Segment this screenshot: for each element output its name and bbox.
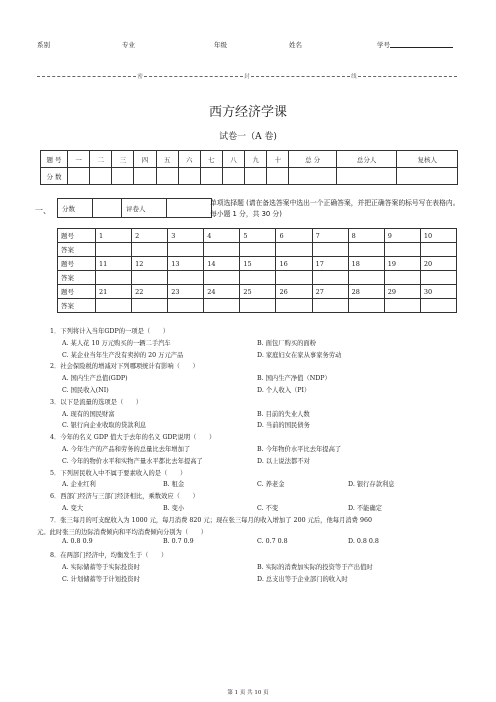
question-option: B. 0.7 0.9 [163, 538, 194, 546]
question-option: A. 企业红利 [62, 481, 96, 489]
question-number-cell: 14 [204, 257, 240, 271]
answer-input-cell[interactable] [348, 243, 384, 257]
answer-input-cell[interactable] [204, 271, 240, 285]
question-number-cell: 4 [204, 229, 240, 243]
question-number-cell: 11 [96, 257, 132, 271]
answer-table-number-row [58, 257, 457, 271]
answer-input-cell[interactable] [168, 299, 204, 313]
question-number-cell: 22 [132, 285, 168, 299]
score-header-cell: 二 [90, 151, 112, 168]
question-option: D. 总支出等于企业部门的收入时 [257, 575, 348, 583]
question-number-cell: 20 [420, 257, 456, 271]
score-row-label: 分 数 [41, 168, 68, 185]
question-option: C. 0.7 0.8 [257, 538, 288, 546]
score-header-cell: 一 [68, 151, 90, 168]
grader-name-label: 评卷人 [122, 199, 167, 218]
score-input-cell[interactable] [90, 168, 112, 185]
field-grade: 年级 [214, 41, 227, 49]
question-option: A. 现有的国民财富 [62, 410, 115, 418]
answer-input-cell[interactable] [312, 299, 348, 313]
question-option: B. 目前的失业人数 [257, 410, 310, 418]
score-header-cell: 三 [112, 151, 134, 168]
question-number-cell: 12 [132, 257, 168, 271]
question-option: B. 国内生产净值（NDP） [257, 375, 331, 383]
question-stem: 8．在两部门经济中，均衡发生于（ ） [50, 552, 168, 560]
cut-mark-2: 封 [244, 74, 250, 80]
question-option: C. 不变 [257, 505, 279, 512]
answer-input-cell[interactable] [132, 299, 168, 313]
question-option: B. 实际的消费加实际的投资等于产出值时 [257, 564, 373, 571]
question-number-cell: 25 [240, 285, 276, 299]
question-number-cell: 26 [276, 285, 312, 299]
score-header-cell: 八 [222, 151, 244, 168]
cut-mark-1: 密 [137, 74, 143, 80]
answer-input-cell[interactable] [276, 271, 312, 285]
question-number-cell: 29 [384, 285, 420, 299]
score-input-cell[interactable] [134, 168, 156, 185]
exam-subtitle: 试卷一（A 卷) [219, 132, 277, 142]
question-stem: 1．下列将计入当年GDP的一项是（ ） [50, 328, 170, 335]
answer-table [57, 228, 457, 313]
page-footer: 第 1 页 共 10 页 [227, 690, 269, 696]
question-stem: 3．以下是流量的选项是（ ） [50, 398, 143, 406]
exam-title: 西方经济学课 [208, 105, 287, 120]
question-number-cell: 23 [168, 285, 204, 299]
answer-input-cell[interactable] [204, 243, 240, 257]
score-table-header-row [41, 151, 458, 168]
question-stem: 7．张三每月的可支配收入为 1000 元，每月消费 820 元；现在张三每月的收入增加了 200 元后，他每月消费 960 [50, 516, 372, 524]
question-number-cell: 1 [96, 229, 132, 243]
question-stem: 4．今年的名义 GDP 值大于去年的名义 GDP,说明（ ） [50, 434, 216, 442]
question-number-cell: 28 [348, 285, 384, 299]
answer-input-cell[interactable] [168, 243, 204, 257]
grader-score-cell[interactable] [93, 199, 122, 218]
question-option: B. 今年物价水平比去年提高了 [257, 446, 342, 453]
seal-cut-line [37, 72, 457, 80]
question-number-cell: 18 [348, 257, 384, 271]
question-number-cell: 30 [420, 285, 456, 299]
score-header-cell: 五 [156, 151, 178, 168]
score-input-cell[interactable] [68, 168, 90, 185]
section-label: 一、 [35, 206, 51, 215]
question-number-cell: 13 [168, 257, 204, 271]
grader-name-cell[interactable] [167, 199, 212, 218]
question-option: C. 银行向企业收取的贷款利息 [62, 422, 147, 430]
question-number-cell: 8 [348, 229, 384, 243]
score-table [40, 150, 458, 185]
field-department: 系别 [37, 41, 50, 49]
question-option: D. 0.8 0.8 [348, 538, 379, 546]
answer-row-label: 答案 [58, 271, 96, 285]
question-stem-continued: 元。此时张三的边际消费倾向和平均消费倾向分别为（ ） [37, 528, 208, 536]
question-number-cell: 7 [312, 229, 348, 243]
question-option: C. 今年的物价水平和实物产量水平都比去年提高了 [62, 457, 203, 465]
score-input-cell[interactable] [336, 168, 397, 185]
field-major: 专业 [122, 41, 135, 49]
answer-input-cell[interactable] [276, 299, 312, 313]
question-number-cell: 10 [420, 229, 456, 243]
question-option: A. 实际储蓄等于实际投资时 [62, 564, 140, 571]
question-number-cell: 9 [384, 229, 420, 243]
question-number-cell: 2 [132, 229, 168, 243]
answer-table-number-row [58, 285, 457, 299]
question-number-cell: 15 [240, 257, 276, 271]
score-input-cell[interactable] [156, 168, 178, 185]
cut-mark-3: 线 [351, 74, 357, 80]
score-header-cell: 十 [267, 151, 289, 168]
answer-row-label: 答案 [58, 299, 96, 313]
question-number-cell: 27 [312, 285, 348, 299]
score-header-cell: 总分人 [336, 151, 397, 168]
answer-input-cell[interactable] [96, 243, 132, 257]
question-number-cell: 19 [384, 257, 420, 271]
question-option: B. 变小 [163, 505, 185, 512]
score-header-cell: 总 分 [289, 151, 336, 168]
student-id-underline [390, 47, 453, 48]
answer-input-cell[interactable] [348, 271, 384, 285]
question-option: A. 变大 [62, 505, 84, 512]
answer-input-cell[interactable] [276, 243, 312, 257]
answer-table-answer-row [58, 299, 457, 313]
section-instructions: 单项选择题 (请在备选答案中选出一个正确答案，并把正确答案的标号写在表格内。每小题 1 分，共 30 分) [210, 199, 460, 218]
score-input-cell[interactable] [267, 168, 289, 185]
answer-input-cell[interactable] [96, 271, 132, 285]
question-number-cell: 17 [312, 257, 348, 271]
question-option: A. 今年生产的产品和劳务的总量比去年增加了 [62, 446, 191, 453]
question-stem: 6．西部门经济与三部门经济相比，乘数效应（ ） [50, 493, 199, 501]
answer-input-cell[interactable] [132, 243, 168, 257]
answer-table-number-row [58, 229, 457, 243]
question-stem: 5．下列居民收入中不属于要素收入的是（ ） [50, 469, 187, 477]
score-header-cell: 九 [245, 151, 267, 168]
answer-table-answer-row [58, 271, 457, 285]
answer-input-cell[interactable] [312, 243, 348, 257]
score-table-score-row [41, 168, 458, 185]
question-option: A. 国内生产总值(GDP) [62, 375, 128, 383]
answer-table-answer-row [58, 243, 457, 257]
grader-score-label: 分数 [58, 199, 93, 218]
score-input-cell[interactable] [289, 168, 336, 185]
question-option: D. 以上说法都不对 [257, 457, 310, 465]
section-grader-table [57, 198, 212, 218]
field-name: 姓名 [289, 41, 302, 49]
score-header-cell: 复核人 [397, 151, 458, 168]
answer-input-cell[interactable] [132, 271, 168, 285]
question-stem: 2．社会保险税的增减对下列哪项统计有影响（ ） [50, 363, 199, 371]
answer-input-cell[interactable] [384, 243, 420, 257]
score-input-cell[interactable] [112, 168, 134, 185]
answer-input-cell[interactable] [204, 299, 240, 313]
score-input-cell[interactable] [222, 168, 244, 185]
question-number-cell: 6 [276, 229, 312, 243]
question-option: C. 计划储蓄等于计划投资时 [62, 575, 140, 583]
question-number-cell: 16 [276, 257, 312, 271]
question-number-cell: 5 [240, 229, 276, 243]
question-option: A. 某人花 10 万元购买的一辆二手汽车 [62, 339, 171, 347]
field-student-id: 学号 [377, 41, 390, 49]
score-header-cell: 四 [134, 151, 156, 168]
score-input-cell[interactable] [397, 168, 458, 185]
question-option: D. 个人收入（PI） [257, 387, 311, 394]
score-input-cell[interactable] [200, 168, 222, 185]
answer-input-cell[interactable] [348, 299, 384, 313]
question-option: D. 当前的国民债务 [257, 422, 310, 430]
question-number-cell: 24 [204, 285, 240, 299]
answer-row-label: 答案 [58, 243, 96, 257]
answer-row-label: 题号 [58, 285, 96, 299]
answer-input-cell[interactable] [420, 243, 456, 257]
score-header-cell: 七 [200, 151, 222, 168]
question-option: D. 银行存款利息 [348, 481, 395, 489]
answer-row-label: 题号 [58, 257, 96, 271]
question-number-cell: 3 [168, 229, 204, 243]
score-input-cell[interactable] [245, 168, 267, 185]
answer-input-cell[interactable] [240, 271, 276, 285]
answer-input-cell[interactable] [240, 299, 276, 313]
score-header-cell: 六 [178, 151, 200, 168]
score-header-cell: 题 号 [41, 151, 68, 168]
question-option: C. 养老金 [257, 481, 285, 489]
question-option: A. 0.8 0.9 [62, 538, 93, 546]
answer-input-cell[interactable] [420, 299, 456, 313]
answer-input-cell[interactable] [420, 271, 456, 285]
question-option: D. 家庭妇女在家从事家务劳动 [257, 351, 342, 359]
answer-input-cell[interactable] [384, 299, 420, 313]
answer-input-cell[interactable] [240, 243, 276, 257]
question-option: B. 面包厂购买的面粉 [257, 339, 317, 347]
question-option: D. 不能确定 [348, 505, 383, 512]
question-option: B. 租金 [163, 481, 185, 489]
question-option: C. 国民收入(NI) [62, 387, 109, 394]
question-number-cell: 21 [96, 285, 132, 299]
question-option: C. 某企业当年生产没有卖掉的 20 万元产品 [62, 351, 184, 359]
answer-row-label: 题号 [58, 229, 96, 243]
answer-input-cell[interactable] [312, 271, 348, 285]
answer-input-cell[interactable] [96, 299, 132, 313]
score-input-cell[interactable] [178, 168, 200, 185]
answer-input-cell[interactable] [384, 271, 420, 285]
answer-input-cell[interactable] [168, 271, 204, 285]
